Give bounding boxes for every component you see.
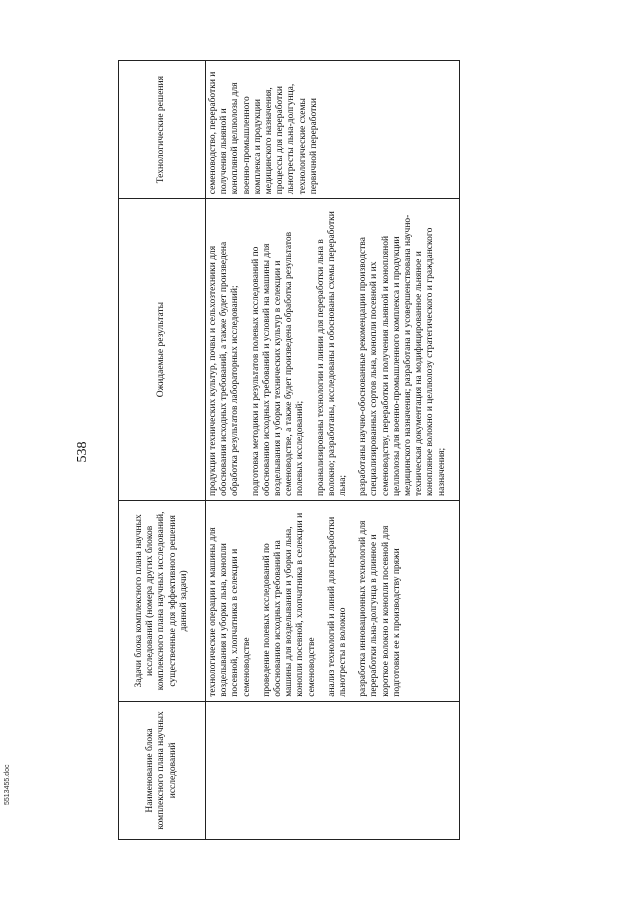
table-row [206, 61, 460, 840]
result-item: подготовка методики и результатов полевых исследований по обоснованию исходных требований и условий на машины для возделывания и уборки технических культур в селекции и семеноводстве, а также будет произведена обработка результатов полевых исследований; [250, 231, 306, 496]
table-header-row [119, 61, 206, 840]
results-cell [206, 199, 460, 501]
header-technological-solutions: Технологические решения [119, 61, 206, 199]
header-block-tasks: Задачи блока комплексного плана научных исследований (номера других блоков комплексного плана научных исследований, существенные для эффективного решения данной задачи) [119, 500, 206, 701]
header-block-name: Наименование блока комплексного плана научных исследований [119, 701, 206, 839]
block-name-cell [206, 701, 460, 839]
document-file-id: 5513455.doc [4, 764, 11, 805]
task-item: разработка инновационных технологий для переработки льна-долгунца в длинное и короткое волокно и конопли посевной для подготовки ее к производству пряжи [358, 520, 402, 697]
research-plan-table [118, 60, 460, 840]
task-item: анализ технологий и линий для переработки льнотресты в волокно [326, 516, 349, 697]
result-item: продукции технических культур, почвы и сельхозтехники для обоснования исходных требований, а также будет произведена обработка результатов лабораторных исследований; [208, 241, 241, 496]
tasks-cell [206, 500, 460, 701]
technological-solutions-cell [206, 61, 460, 199]
result-item: разработаны научно-обоснованные рекомендации производства специализированных сортов льна, конопли посевной и их семеноводству, переработки и получения льняной и конопляной целлюлозы для военно-промышленного комплекса и продукции медицинского назначения; разработана и усовершенствована научно-техническая документация на модифицированное льняное и конопляное волокно и целлюлозу стратегического и гражданского назначения; [358, 214, 447, 496]
task-item: проведение полевых исследований по обоснованию исходных требований на машины для возделывания и уборки льна, конопли посевной, хлопчатника в селекции и семеноводстве [261, 512, 317, 697]
result-item: проанализированы технологии и линии для переработки льна в волокно; разработаны, исследованы и обоснованы схемы переработки льна; [315, 211, 349, 496]
header-expected-results: Ожидаемые результаты [119, 199, 206, 501]
tech-text: семеноводство, переработки и получения льняной и конопляной целлюлозы для военно-промышленного комплекса и продукции медицинского назначения, процессы для переработки льнотресты льна-долгунца, технологические схемы первичной переработки [208, 71, 319, 195]
task-item: технологические операции и машины для возделывания и уборки льна, конопли посевной, хлопчатника в селекции и семеноводстве [208, 527, 252, 697]
page-number: 538 [75, 441, 90, 463]
rotated-document-page [40, 52, 600, 852]
